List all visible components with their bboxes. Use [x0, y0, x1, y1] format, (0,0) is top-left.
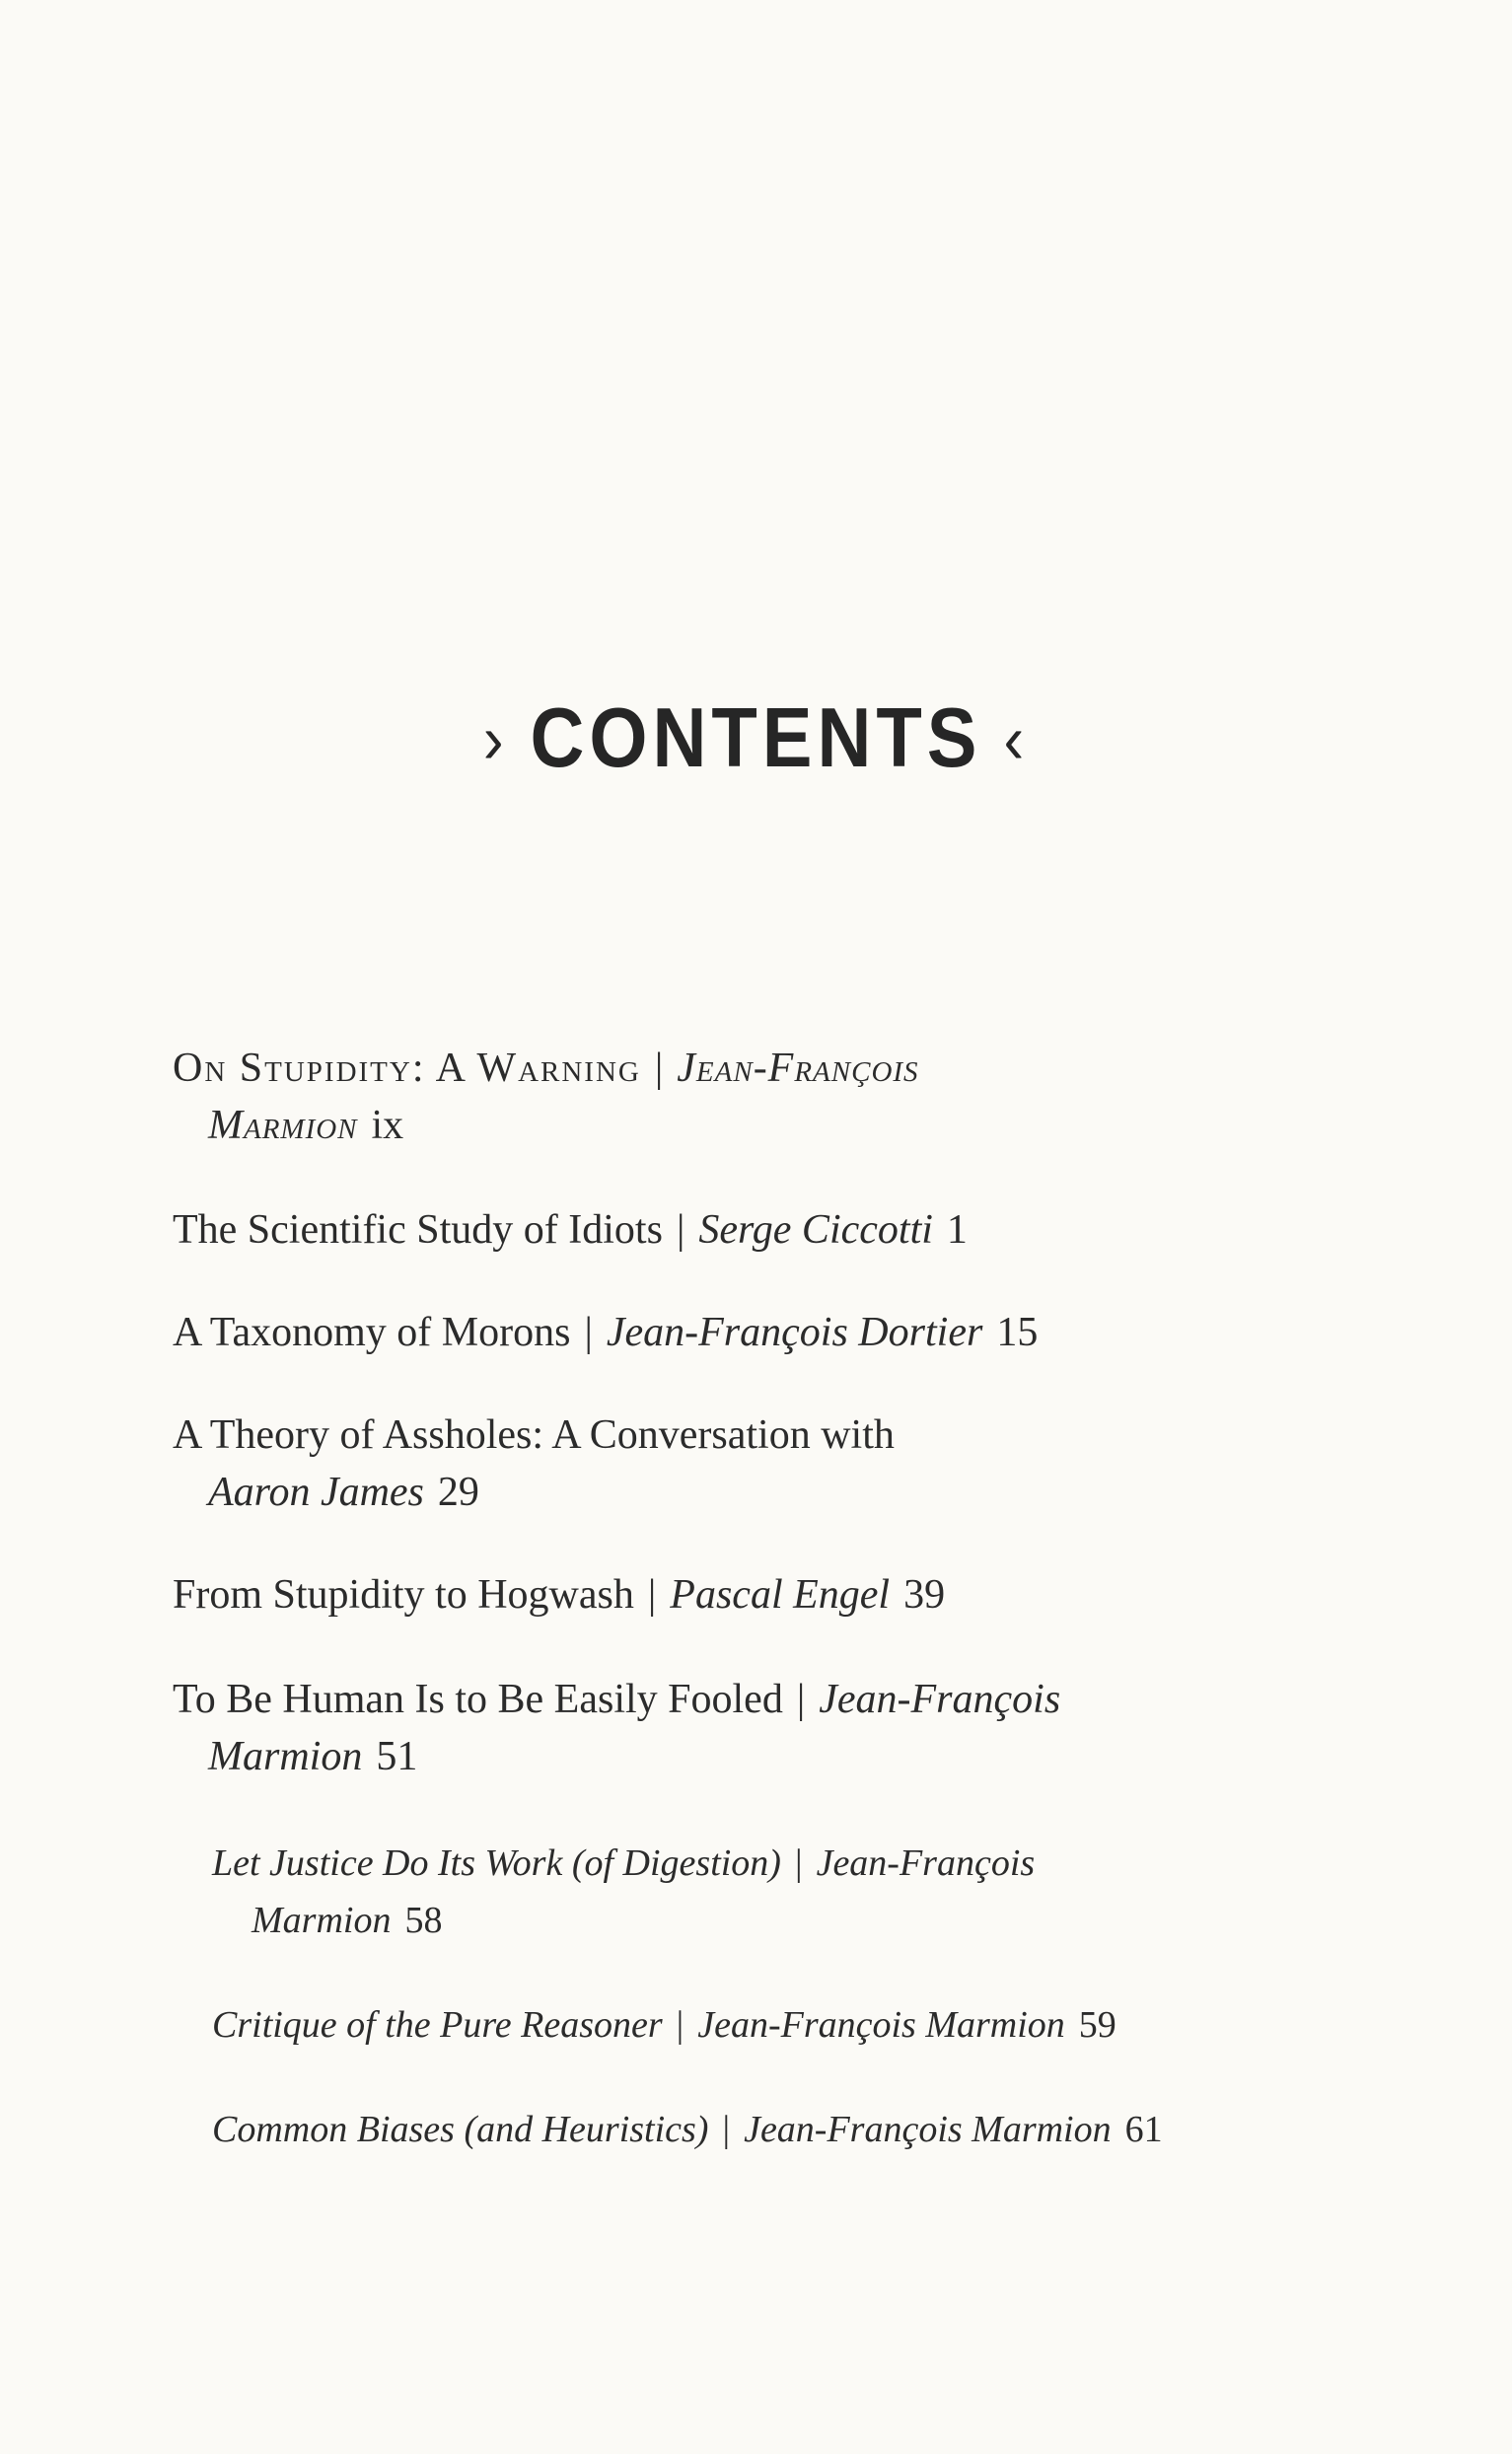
left-chevron-icon: › [482, 702, 509, 779]
entry-author: Jean-François Marmion [744, 2109, 1112, 2150]
entry-page-number: 59 [1078, 2004, 1116, 2046]
entry-page-number: 1 [946, 1207, 968, 1253]
entry-separator: | [796, 1677, 806, 1722]
toc-subentry[interactable] [212, 1835, 1035, 1949]
entry-title: To Be Human Is to Be Easily Fooled [173, 1677, 783, 1722]
entry-title: Critique of the Pure Reasoner [212, 2004, 663, 2046]
entry-author: Pascal Engel [670, 1572, 891, 1618]
entry-author: Jean-François [819, 1677, 1061, 1722]
entry-author: Serge Ciccotti [698, 1207, 933, 1253]
entry-separator: | [676, 1207, 685, 1253]
entry-title: Common Biases (and Heuristics) [212, 2109, 709, 2150]
entry-separator: | [584, 1310, 593, 1355]
entry-author: Jean-François Marmion [697, 2004, 1065, 2046]
page-title: CONTENTS [530, 690, 982, 786]
entry-author: Jean-François [816, 1842, 1036, 1884]
entry-title: From Stupidity to Hogwash [173, 1572, 634, 1618]
entry-title: A Taxonomy of Morons [173, 1310, 571, 1355]
entry-page-number: 58 [404, 1900, 443, 1941]
toc-entry[interactable] [173, 1304, 1038, 1361]
entry-page-number: ix [371, 1103, 404, 1148]
toc-entry[interactable] [173, 1201, 968, 1259]
entry-author-continued: Marmion [252, 1900, 392, 1941]
entry-separator: | [654, 1046, 664, 1091]
entry-separator: | [794, 1842, 803, 1884]
entry-author-continued: Marmion [208, 1103, 358, 1148]
entry-author-continued: Marmion [208, 1734, 363, 1779]
entry-author: Aaron James [208, 1470, 424, 1515]
toc-entry[interactable] [173, 1407, 895, 1521]
right-chevron-icon: ‹ [1003, 702, 1030, 779]
entry-page-number: 39 [903, 1572, 946, 1618]
entry-title: On Stupidity: A Warning [173, 1046, 641, 1091]
entry-author: Jean-François [677, 1046, 919, 1091]
entry-separator: | [676, 2004, 684, 2046]
toc-entry[interactable] [173, 1040, 919, 1154]
entry-page-number: 61 [1124, 2109, 1163, 2150]
toc-entry[interactable] [173, 1671, 1060, 1785]
entry-page-number: 29 [437, 1470, 479, 1515]
entry-page-number: 15 [996, 1310, 1039, 1355]
toc-subentry[interactable] [212, 1996, 1116, 2054]
entry-page-number: 51 [376, 1734, 418, 1779]
entry-author: Jean-François Dortier [606, 1310, 983, 1355]
entry-title: The Scientific Study of Idiots [173, 1207, 663, 1253]
entry-separator: | [647, 1572, 657, 1618]
toc-subentry[interactable] [212, 2101, 1163, 2158]
entry-title: Let Justice Do Its Work (of Digestion) [212, 1842, 781, 1884]
toc-entry[interactable] [173, 1566, 945, 1624]
entry-title: A Theory of Assholes: A Conversation with [173, 1412, 895, 1458]
contents-heading [0, 690, 1512, 786]
entry-separator: | [722, 2109, 731, 2150]
